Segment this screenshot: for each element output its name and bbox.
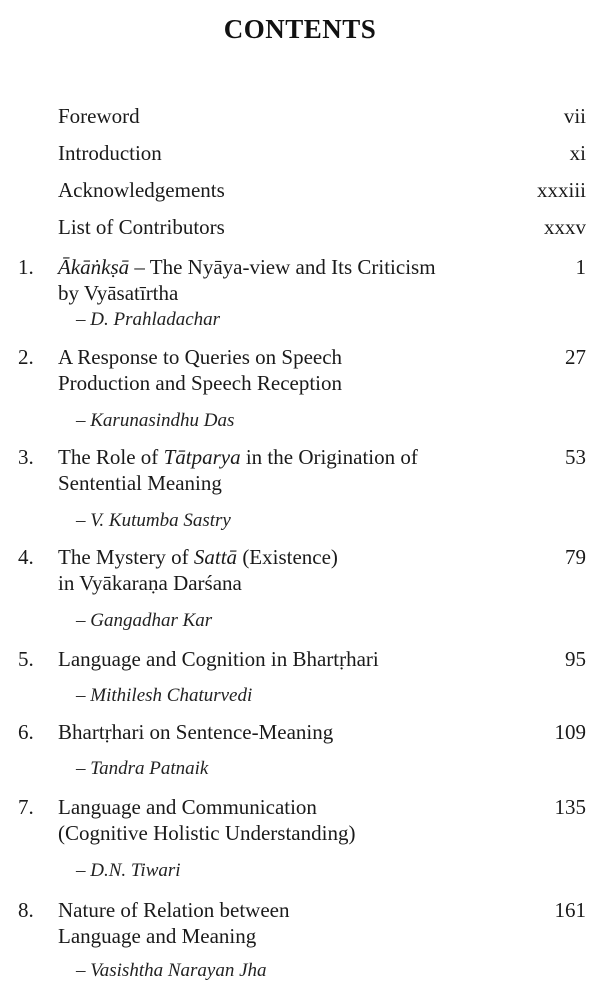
chapter-page: 79 <box>565 545 586 569</box>
chapter-number: 4. <box>18 545 34 569</box>
chapter-title-line2: Language and Meaning <box>58 924 257 948</box>
chapter-number: 8. <box>18 898 34 922</box>
chapter-title-line2: (Cognitive Holistic Understanding) <box>58 821 356 845</box>
chapter-title-line1: Bhartṛhari on Sentence-Meaning <box>58 720 334 744</box>
chapter-page: 109 <box>554 720 586 744</box>
chapter-title-line2: Sentential Meaning <box>58 471 222 495</box>
toc-entry-page: xxxiii <box>536 178 586 202</box>
chapter-title-line1: Nature of Relation between <box>58 898 290 922</box>
toc-entry-page: vii <box>563 104 586 128</box>
chapter-author: – D. Prahladachar <box>76 309 221 330</box>
toc-entry-title: Foreword <box>58 104 140 128</box>
chapter-author: – D.N. Tiwari <box>76 860 181 881</box>
chapter-page: 161 <box>554 898 586 922</box>
chapter-page: 53 <box>565 445 586 469</box>
chapter-title-line1: A Response to Queries on Speech <box>58 345 343 369</box>
chapter-page: 1 <box>575 255 586 279</box>
chapter-title-line1: The Mystery of Sattā (Existence) <box>58 545 338 569</box>
chapter-title-line2: Production and Speech Reception <box>58 371 343 395</box>
chapter-author: – Karunasindhu Das <box>76 410 235 431</box>
chapter-title-line2: by Vyāsatīrtha <box>58 281 179 305</box>
chapter-title-line1: Ākāṅkṣā – The Nyāya-view and Its Criticism <box>58 255 436 279</box>
toc-entry-page: xxxv <box>544 215 586 239</box>
chapter-title-line1: The Role of Tātparya in the Origination of <box>58 445 418 469</box>
chapter-author: – Vasishtha Narayan Jha <box>76 960 267 981</box>
chapter-number: 3. <box>18 445 34 469</box>
chapter-author: – V. Kutumba Sastry <box>76 510 231 531</box>
chapter-title-line1: Language and Communication <box>58 795 317 819</box>
chapter-page: 27 <box>565 345 586 369</box>
chapter-author: – Tandra Patnaik <box>76 758 209 779</box>
chapter-author: – Mithilesh Chaturvedi <box>76 685 253 706</box>
chapter-title-line2: in Vyākaraṇa Darśana <box>58 571 242 595</box>
chapter-number: 2. <box>18 345 34 369</box>
chapter-title-line1: Language and Cognition in Bhartṛhari <box>58 647 379 671</box>
toc-entry-title: List of Contributors <box>58 215 225 239</box>
page-title: CONTENTS <box>223 14 377 44</box>
toc-entry-title: Acknowledgements <box>58 178 225 202</box>
chapter-number: 7. <box>18 795 34 819</box>
toc-entry-title: Introduction <box>58 141 162 165</box>
chapter-page: 95 <box>565 647 586 671</box>
toc-entry-page: xi <box>569 141 586 165</box>
chapter-number: 6. <box>18 720 34 744</box>
chapter-page: 135 <box>554 795 586 819</box>
chapter-author: – Gangadhar Kar <box>76 610 213 631</box>
chapter-number: 5. <box>18 647 34 671</box>
chapter-number: 1. <box>18 255 34 279</box>
